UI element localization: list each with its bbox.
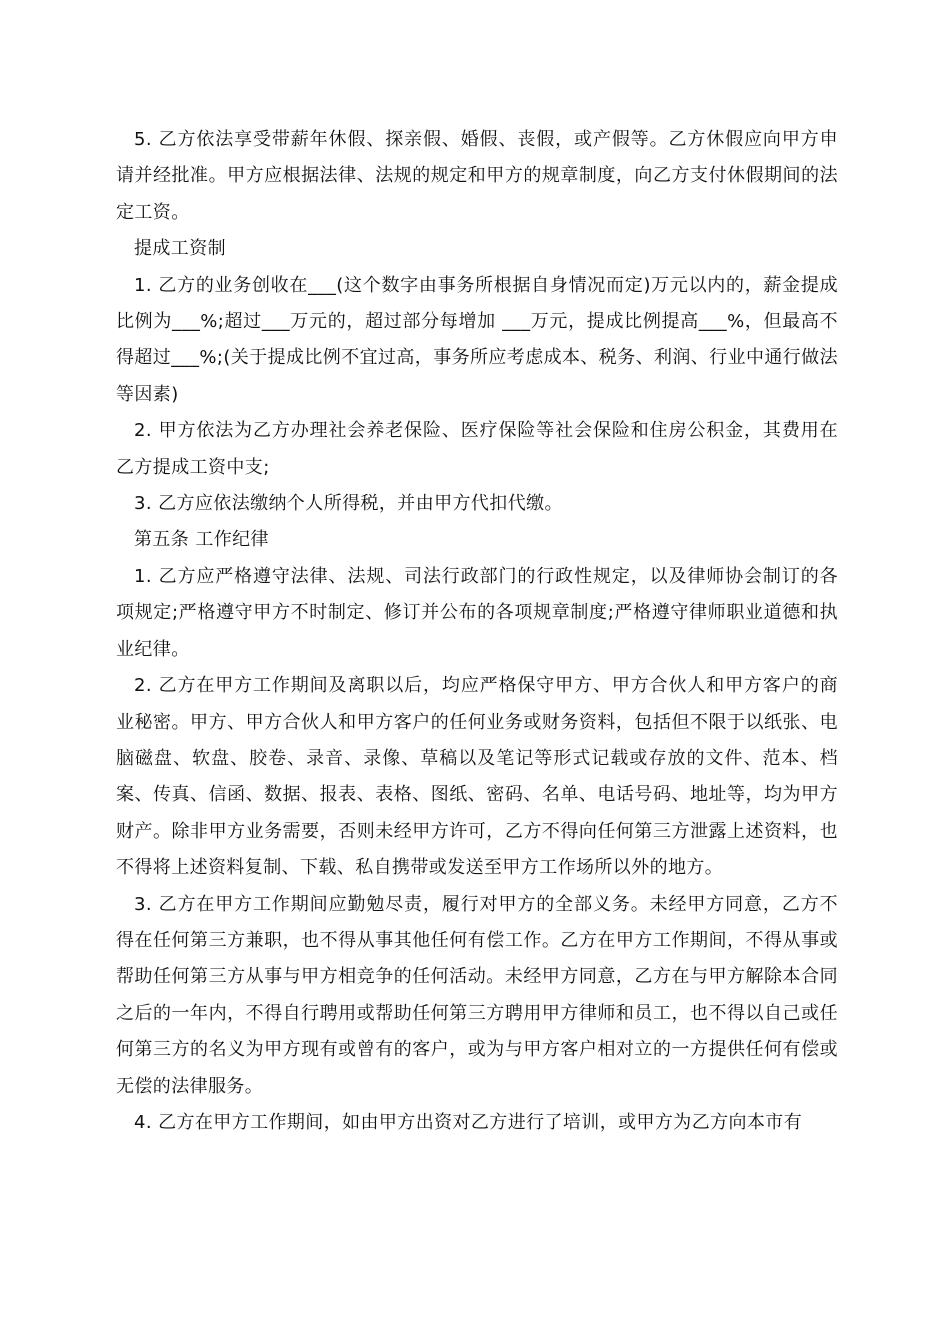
paragraph-income-tax: 3. 乙方应依法缴纳个人所得税，并由甲方代扣代缴。	[134, 493, 563, 515]
paragraph-leave-rights: 5. 乙方依法享受带薪年休假、探亲假、婚假、丧假，或产假等。乙方休假应向甲方申请并经批准。甲方应根据法律、法规的规定和甲方的规章制度，向乙方支付休假期间的法定工资。	[116, 129, 838, 223]
paragraph-non-compete: 3. 乙方在甲方工作期间应勤勉尽责，履行对甲方的全部义务。未经甲方同意，乙方不得在任何第三方兼职，也不得从事其他任何有偿工作。乙方在甲方工作期间，不得从事或帮助任何第三方从事与甲方相竞争的任何活动。未经甲方同意，乙方在与甲方解除本合同之后的一年内，不得自行聘用或帮助任何第三方聘用甲方律师和员工，也不得以自己或任何第三方的名义为甲方现有或曾有的客户，或为与甲方客户相对立的一方提供任何有偿或无偿的法律服务。	[116, 893, 838, 1097]
paragraph-social-insurance: 2. 甲方依法为乙方办理社会养老保险、医疗保险等社会保险和住房公积金，其费用在乙方提成工资中支;	[116, 420, 838, 478]
section-heading-commission-pay: 提成工资制	[134, 238, 226, 260]
paragraph-commission-rate: 1. 乙方的业务创收在___(这个数字由事务所根据自身情况而定)万元以内的，薪金提成比例为___%;超过___万元的，超过部分每增加 ___万元，提成比例提高___%，但最高不得超过___%;(关于提成比例不宜过高，事务所应考虑成本、税务、利润、行业中通行做法等因素)	[116, 274, 838, 405]
paragraph-confidentiality: 2. 乙方在甲方工作期间及离职以后，均应严格保守甲方、甲方合伙人和甲方客户的商业秘密。甲方、甲方合伙人和甲方客户的任何业务或财务资料，包括但不限于以纸张、电脑磁盘、软盘、胶卷、录音、录像、草稿以及笔记等形式记载或存放的文件、范本、档案、传真、信函、数据、报表、表格、图纸、密码、名单、电话号码、地址等，均为甲方财产。除非甲方业务需要，否则未经甲方许可，乙方不得向任何第三方泄露上述资料，也不得将上述资料复制、下载、私自携带或发送至甲方工作场所以外的地方。	[116, 675, 838, 879]
paragraph-compliance: 1. 乙方应严格遵守法律、法规、司法行政部门的行政性规定，以及律师协会制订的各项规定;严格遵守甲方不时制定、修订并公布的各项规章制度;严格遵守律师职业道德和执业纪律。	[116, 565, 838, 660]
paragraph-training: 4. 乙方在甲方工作期间，如由甲方出资对乙方进行了培训，或甲方为乙方向本市有	[134, 1111, 803, 1133]
document-body	[116, 122, 838, 1141]
section-heading-article-five: 第五条 工作纪律	[134, 529, 269, 551]
